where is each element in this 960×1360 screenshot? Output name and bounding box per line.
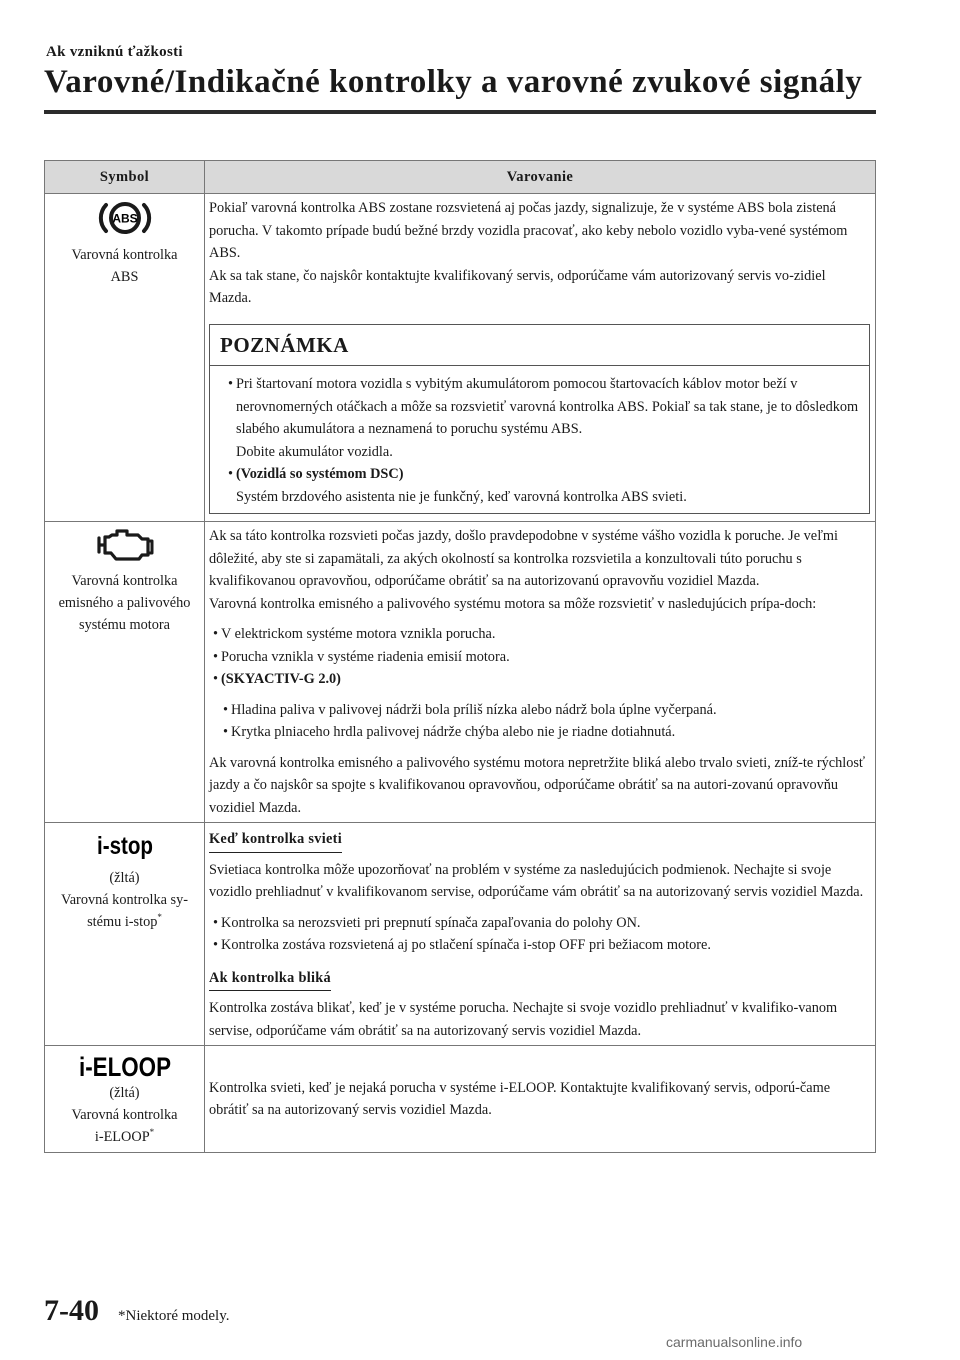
- note-bullet-1: [228, 373, 859, 463]
- istop-subhead-1: Keď kontrolka svieti: [209, 828, 342, 853]
- bullet-glyph: •: [213, 914, 219, 931]
- note-title: POZNÁMKA: [210, 325, 869, 367]
- istop-asterisk: *: [157, 912, 162, 923]
- abs-caption-2: ABS: [110, 269, 139, 285]
- warning-cell-istop: [205, 823, 876, 1046]
- warning-cell-abs: [205, 194, 876, 522]
- note-bullet-1-text: Pri štartovaní motora vozidla s vybitým akumulátorom pomocou štartovacích káblov motor beží v nerovnomerných otáčkach a môže sa rozsvietiť varovná kontrolka ABS. Pokiaľ sa tak stane, je to dôsledkom slabého akumulátora a neznamená to poruchu systému ABS.: [236, 376, 859, 437]
- istop-icon-label: i-stop: [96, 832, 153, 860]
- engine-bullet-3: • (SKYACTIV-G 2.0): [209, 668, 870, 691]
- table-row-engine: [45, 522, 876, 823]
- abs-icon-label: ABS: [111, 211, 138, 226]
- warning-table: [44, 160, 876, 1153]
- note-body: [210, 366, 869, 513]
- eloop-caption-2: i-ELOOP: [94, 1129, 150, 1145]
- note-bullet-2: [228, 463, 859, 508]
- column-header-warning: Varovanie: [205, 161, 876, 194]
- bullet-glyph: •: [213, 671, 219, 687]
- note-bullet-1-cont: Dobite akumulátor vozidla.: [236, 443, 393, 460]
- bullet-glyph: •: [213, 626, 219, 642]
- engine-paragraph-2: Varovná kontrolka emisného a palivového systému motora sa môže rozsvietiť v nasledujúcich prípa-doch:: [209, 595, 817, 612]
- istop-caption-color: (žltá): [109, 870, 140, 886]
- footnote: *Niektoré modely.: [118, 1308, 230, 1324]
- table-row-eloop: [45, 1046, 876, 1153]
- engine-paragraph-3: Ak varovná kontrolka emisného a palivového systému motora nepretržite bliká alebo trvalo svieti, zníž-te rýchlosť jazdy a čo najskôr sa spojte s kvalifikovanou opravovňou, odporúčame obrátiť sa na autori-zovanú opravovňu vozidiel Mazda.: [209, 754, 866, 816]
- eloop-caption-color: (žltá): [109, 1085, 140, 1101]
- warning-cell-eloop: [205, 1046, 876, 1153]
- istop-paragraph-2: Kontrolka zostáva blikať, keď je v systéme porucha. Nechajte si svoje vozidlo prehliadnuť v kvalifiko-vanom servise, odporúčame vám obrátiť sa na autorizovaný servis vozidiel Mazda.: [209, 1000, 838, 1039]
- bullet-glyph: •: [223, 724, 229, 740]
- bullet-glyph: •: [223, 701, 229, 718]
- engine-caption-3: systému motora: [79, 617, 170, 633]
- symbol-cell-istop: [45, 823, 205, 1046]
- note-bullet-2-head: (Vozidlá so systémom DSC): [236, 466, 404, 482]
- abs-paragraph-1: Pokiaľ varovná kontrolka ABS zostane rozsvietená aj počas jazdy, signalizuje, že v systéme ABS bola zistená porucha. V takomto prípade budú bežné brzdy vozidla pracovať, ako keby nebolo vozidlo vyba-vené systémom ABS.: [209, 200, 848, 261]
- table-row-istop: [45, 823, 876, 1046]
- abs-paragraph-2: Ak sa tak stane, čo najskôr kontaktujte kvalifikovaný servis, odporúčame vám autorizovaný servis vo-zidiel Mazda.: [209, 267, 826, 306]
- table-row-abs: [45, 194, 876, 522]
- page-title: Varovné/Indikačné kontrolky a varovné zvukové signály: [44, 64, 863, 100]
- engine-sub-bullet-1: • Hladina paliva v palivovej nádrži bola príliš nízka alebo nádrž bola úplne vyčerpaná.: [209, 699, 870, 722]
- engine-caption-2: emisného a palivového: [58, 595, 191, 611]
- section-label: Ak vzniknú ťažkosti: [46, 44, 183, 60]
- column-header-symbol: Symbol: [45, 161, 205, 194]
- eloop-paragraph-1: Kontrolka svieti, keď je nejaká porucha v systéme i-ELOOP. Kontaktujte kvalifikovaný servis, odporú-čame obrátiť sa na autorizovaný servis vozidiel Mazda.: [209, 1079, 831, 1118]
- symbol-cell-abs: [45, 194, 205, 522]
- bullet-glyph: •: [228, 376, 234, 392]
- engine-paragraph-1: Ak sa táto kontrolka rozsvieti počas jazdy, došlo pravdepodobne v systéme vášho vozidla k poruche. Je veľmi dôležité, aby ste si zapamätali, za akých okolností sa kontrolka rozsvietila a konzultovali túto poruchu s kvalifikovanou opravovňou, odporúčame obrátiť sa na autorizovanú opravovňu vozidiel Mazda.: [209, 528, 839, 589]
- watermark: carmanualsonline.info: [666, 1334, 803, 1350]
- bullet-glyph: •: [228, 466, 234, 482]
- page-number: 7-40: [44, 1294, 99, 1327]
- warning-cell-engine: [205, 522, 876, 823]
- table-header-row: [45, 161, 876, 194]
- note-box: [209, 324, 870, 515]
- eloop-icon: [75, 1050, 175, 1080]
- istop-caption-2: stému i-stop: [87, 914, 158, 930]
- istop-icon: [90, 827, 160, 861]
- symbol-cell-eloop: [45, 1046, 205, 1153]
- abs-caption-1: Varovná kontrolka: [71, 247, 178, 263]
- istop-bullet-1: • Kontrolka sa nerozsvieti pri prepnutí spínača zapaľovania do polohy ON.: [209, 912, 870, 935]
- check-engine-icon: [95, 526, 155, 564]
- engine-bullet-2: • Porucha vznikla v systéme riadenia emisií motora.: [209, 646, 870, 669]
- engine-sub-bullet-2: • Krytka plniaceho hrdla palivovej nádrže chýba alebo nie je riadne dotiahnutá.: [209, 721, 870, 744]
- bullet-glyph: •: [213, 937, 219, 953]
- istop-bullet-2: • Kontrolka zostáva rozsvietená aj po stlačení spínača i-stop OFF pri bežiacom motore.: [209, 934, 870, 957]
- istop-paragraph-1: Svietiaca kontrolka môže upozorňovať na problém v systéme za nasledujúcich podmienok. Nechajte si svoje vozidlo prehliadnuť v kvalifikovanom servise, odporúčame vám obrátiť sa na autorizovaný servis vozidiel Mazda.: [209, 861, 864, 900]
- istop-subhead-2: Ak kontrolka bliká: [209, 967, 331, 992]
- eloop-icon-label: i-ELOOP: [78, 1052, 171, 1082]
- engine-caption-1: Varovná kontrolka: [71, 573, 178, 589]
- abs-warning-icon: [95, 198, 155, 238]
- eloop-asterisk: *: [149, 1127, 155, 1138]
- symbol-cell-engine: [45, 522, 205, 823]
- bullet-glyph: •: [213, 648, 219, 665]
- note-bullet-2-text: Systém brzdového asistenta nie je funkčný, keď varovná kontrolka ABS svieti.: [236, 488, 687, 505]
- title-rule: [44, 110, 876, 114]
- engine-bullet-1: • V elektrickom systéme motora vznikla porucha.: [209, 623, 870, 646]
- istop-caption-1: Varovná kontrolka sy-: [60, 892, 189, 908]
- eloop-caption-1: Varovná kontrolka: [71, 1107, 178, 1123]
